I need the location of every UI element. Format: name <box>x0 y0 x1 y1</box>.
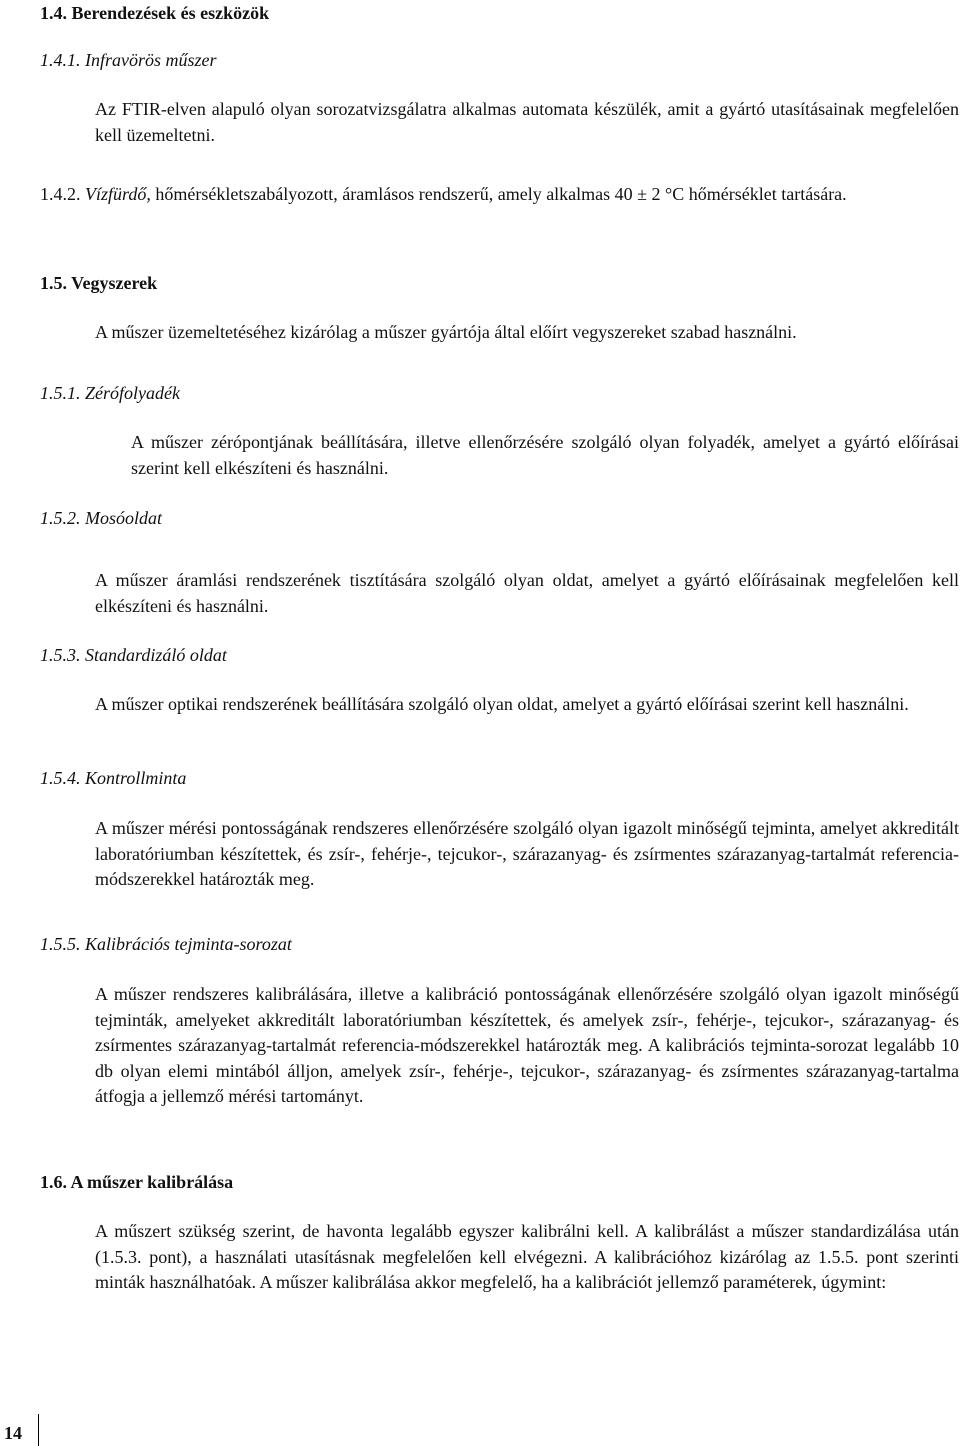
paragraph-1-5-4: A műszer mérési pontosságának rendszeres ellenőrzésére szolgáló olyan igazolt minőségű tejminta, amelyet akkreditált laboratóriumban készítettek, és zsír-, fehérje-, tejcukor-, szárazanyag- és zsírmentes szárazanyag-tartalmát referencia-módszerekkel határozták meg. <box>95 818 959 889</box>
subsection-title: Mosóoldat <box>85 508 163 528</box>
section-heading-1-6: 1.6. A műszer kalibrálása <box>40 1172 234 1192</box>
paragraph-1-5-2: A műszer áramlási rendszerének tisztítására szolgáló olyan oldat, amelyet a gyártó előírásainak megfelelően kell elkészíteni és használni. <box>95 570 959 616</box>
subsection-heading-1-5-3 <box>40 644 227 666</box>
section-heading-1-5: 1.5. Vegyszerek <box>40 273 158 293</box>
paragraph-1-4-1: Az FTIR-elven alapuló olyan sorozatvizsgálatra alkalmas automata készülék, amit a gyártó utasításainak megfelelően kell üzemeltetni. <box>95 99 959 145</box>
paragraph-1-6: A műszert szükség szerint, de havonta legalább egyszer kalibrálni kell. A kalibrálást a műszer standardizálása után (1.5.3. pont), a használati utasításnak megfelelően kell elvégezni. A kalibrációhoz kizárólag az 1.5.5. pont szerinti minták használhatóak. A műszer kalibrálása akkor megfelelő, ha a kalibrációt jellemző paraméterek, úgymint: <box>95 1221 959 1292</box>
subsection-number: 1.5.2. <box>40 508 81 528</box>
subsection-number: 1.5.5. <box>40 934 81 954</box>
page-number-divider <box>38 1414 39 1446</box>
subsection-title: Kontrollminta <box>85 768 187 788</box>
subsection-number: 1.5.1. <box>40 383 81 403</box>
subsection-title: Vízfürdő, <box>85 184 151 204</box>
subsection-number: 1.4.1. <box>40 50 81 70</box>
subsection-title: Zérófolyadék <box>85 383 180 403</box>
paragraph-1-4-2 <box>40 182 959 208</box>
subsection-number: 1.5.3. <box>40 645 81 665</box>
subsection-heading-1-5-5 <box>40 933 292 955</box>
paragraph-1-5-3: A műszer optikai rendszerének beállítására szolgáló olyan oldat, amelyet a gyártó előírásai szerint kell használni. <box>95 694 909 714</box>
paragraph-text: hőmérsékletszabályozott, áramlásos rendszerű, amely alkalmas 40 ± 2 °C hőmérséklet tartására. <box>150 184 847 204</box>
subsection-heading-1-5-4 <box>40 767 186 789</box>
paragraph-1-5-1: A műszer zérópontjának beállítására, illetve ellenőrzésére szolgáló olyan folyadék, amelyet a gyártó előírásai szerint kell elkészíteni és használni. <box>131 432 959 478</box>
subsection-title: Standardizáló oldat <box>85 645 227 665</box>
subsection-title: Infravörös műszer <box>85 50 217 70</box>
paragraph-1-5-5: A műszer rendszeres kalibrálására, illetve a kalibráció pontosságának ellenőrzésére szolgáló olyan igazolt minőségű tejminták, amelyeket akkreditált laboratóriumban készítettek, és amelyek zsír-, fehérje-, tejcukor-, szárazanyag- és zsírmentes szárazanyag-tartalmát referencia-módszerekkel határozták meg. A kalibrációs tejminta-sorozat legalább 10 db olyan elemi mintából álljon, amelyek zsír-, fehérje-, tejcukor-, szárazanyag- és zsírmentes szárazanyag-tartalma átfogja a jellemző mérési tartományt. <box>95 984 959 1106</box>
subsection-title: Kalibrációs tejminta-sorozat <box>85 934 292 954</box>
subsection-number: 1.5.4. <box>40 768 81 788</box>
section-heading-1-4: 1.4. Berendezések és eszközök <box>40 3 270 23</box>
subsection-heading-1-5-2 <box>40 507 162 529</box>
subsection-heading-1-5-1 <box>40 382 180 404</box>
paragraph-1-5: A műszer üzemeltetéséhez kizárólag a műszer gyártója által előírt vegyszereket szabad használni. <box>95 322 797 342</box>
page-number: 14 <box>4 1423 22 1443</box>
subsection-heading-1-4-1 <box>40 49 217 71</box>
subsection-number: 1.4.2. <box>40 184 81 204</box>
